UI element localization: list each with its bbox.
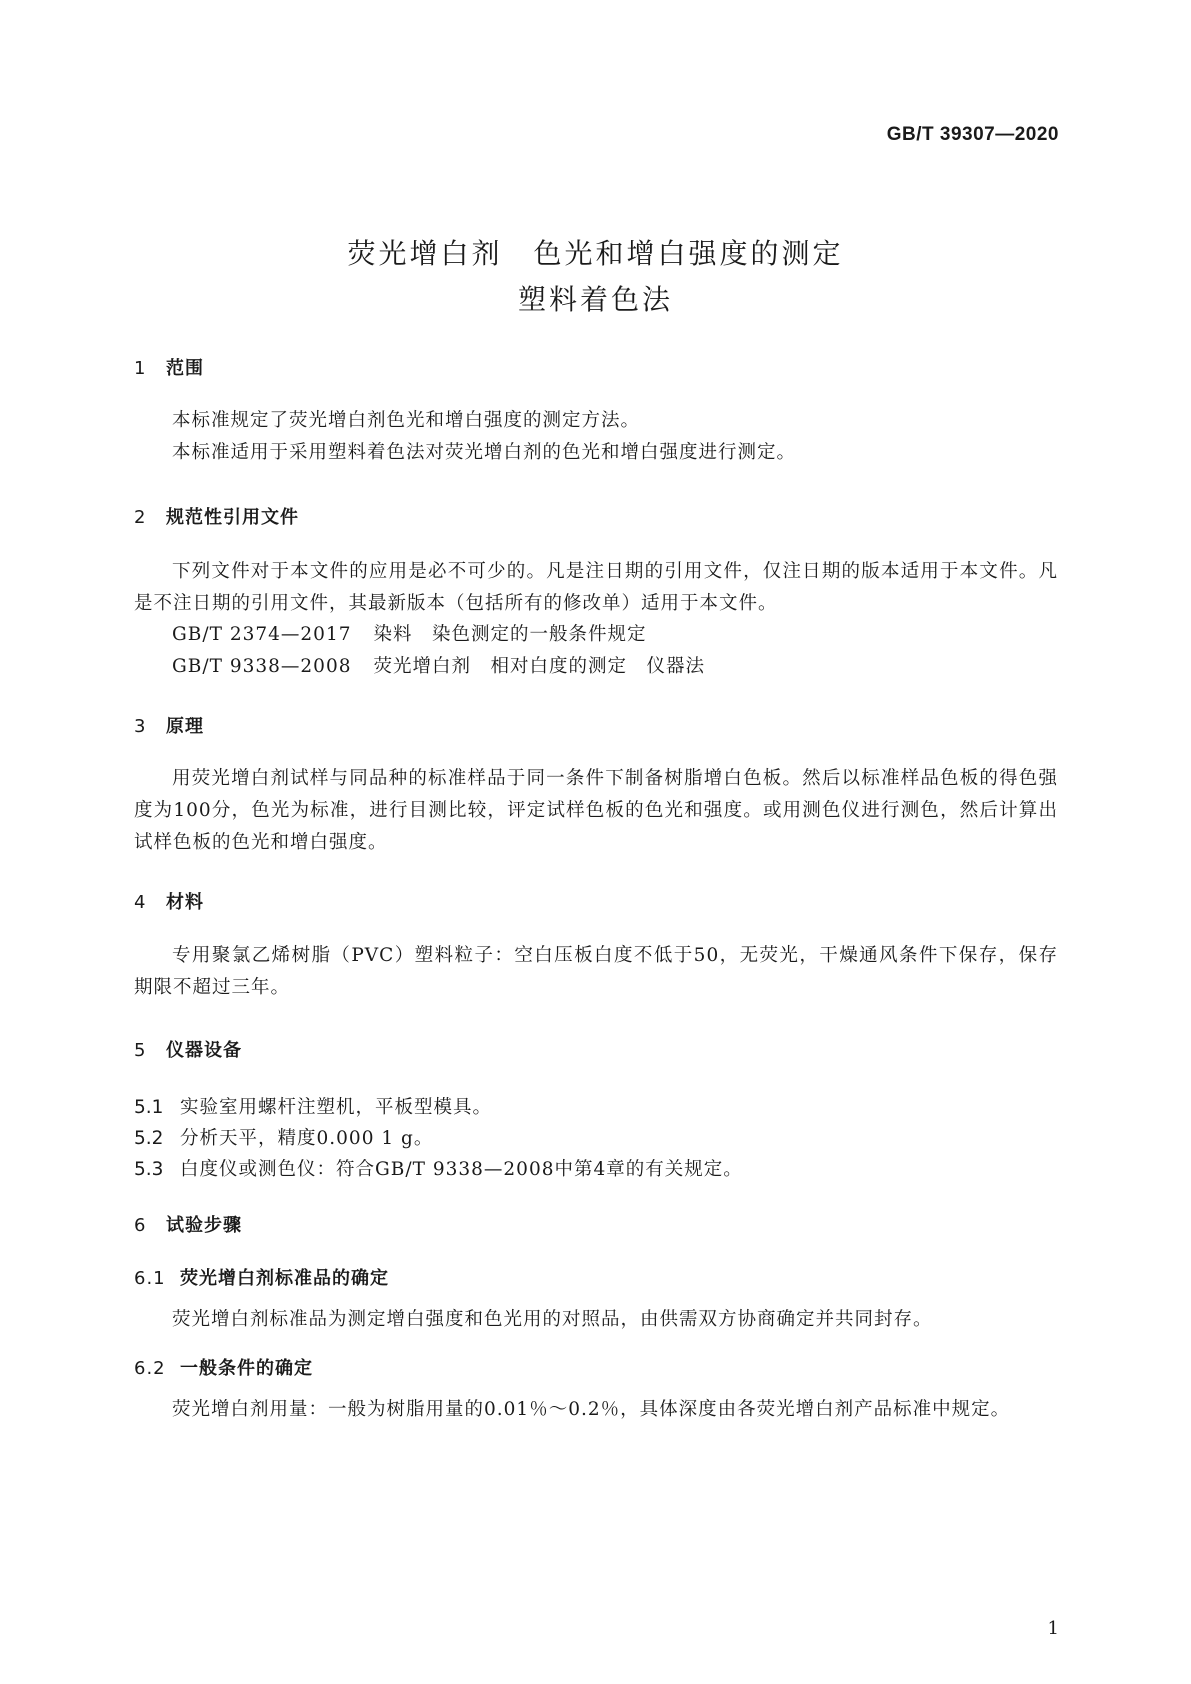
section-1-heading [134, 354, 204, 380]
subsection-number: 6.2 [134, 1358, 166, 1379]
section-title: 试验步骤 [166, 1215, 242, 1236]
section-number: 4 [134, 892, 147, 913]
reference-code: GB/T 9338—2008 [172, 656, 352, 677]
normative-reference [172, 620, 669, 646]
reference-title: 荧光增白剂 相对白度的测定 仪器法 [373, 656, 706, 677]
section-title: 原理 [166, 716, 204, 737]
clause-text: 白度仪或测色仪：符合GB/T 9338—2008中第4章的有关规定。 [180, 1159, 743, 1180]
clause-number: 5.2 [134, 1128, 164, 1149]
clause-number: 5.3 [134, 1159, 164, 1180]
section-title: 仪器设备 [166, 1040, 242, 1061]
subsection-6-1-para: 荧光增白剂标准品为测定增白强度和色光用的对照品，由供需双方协商确定并共同封存。 [172, 1309, 933, 1330]
reference-title: 染料 染色测定的一般条件规定 [373, 624, 647, 645]
section-number: 2 [134, 507, 147, 528]
subsection-number: 6.1 [134, 1268, 166, 1289]
section-title: 材料 [166, 892, 204, 913]
section-4-heading [134, 888, 204, 914]
document-title-line2: 塑料着色法 [517, 283, 673, 316]
clause-text: 分析天平，精度0.000 1 g。 [180, 1128, 434, 1149]
section-5-heading [134, 1036, 242, 1062]
reference-code: GB/T 2374—2017 [172, 624, 352, 645]
document-title-line1: 荧光增白剂 色光和增白强度的测定 [347, 237, 844, 270]
normative-reference [172, 652, 727, 678]
section-2-heading [134, 503, 299, 529]
subsection-6-2-para: 荧光增白剂用量：一般为树脂用量的0.01％～0.2％，具体深度由各荧光增白剂产品标准中规定。 [172, 1399, 1011, 1420]
subsection-6-2-heading [134, 1354, 313, 1380]
section-2-para-1: 下列文件对于本文件的应用是必不可少的。凡是注日期的引用文件，仅注日期的版本适用于本文件。凡是不注日期的引用文件，其最新版本（包括所有的修改单）适用于本文件。 [134, 561, 1058, 614]
section-number: 1 [134, 358, 147, 379]
standard-code: GB/T 39307—2020 [886, 124, 1059, 145]
apparatus-item [134, 1155, 743, 1181]
apparatus-item [134, 1124, 433, 1150]
section-number: 3 [134, 716, 147, 737]
section-4-para-1: 专用聚氯乙烯树脂（PVC）塑料粒子：空白压板白度不低于50，无荧光，干燥通风条件下保存，保存期限不超过三年。 [134, 945, 1058, 998]
subsection-title: 一般条件的确定 [180, 1358, 313, 1379]
clause-number: 5.1 [134, 1097, 164, 1118]
section-title: 范围 [166, 358, 204, 379]
section-3-heading [134, 712, 204, 738]
section-title: 规范性引用文件 [166, 507, 299, 528]
section-6-heading [134, 1211, 242, 1237]
section-1-para-2: 本标准适用于采用塑料着色法对荧光增白剂的色光和增白强度进行测定。 [172, 442, 797, 463]
section-1-para-1: 本标准规定了荧光增白剂色光和增白强度的测定方法。 [172, 410, 641, 431]
subsection-title: 荧光增白剂标准品的确定 [180, 1268, 389, 1289]
apparatus-item [134, 1093, 492, 1119]
section-3-para-1: 用荧光增白剂试样与同品种的标准样品于同一条件下制备树脂增白色板。然后以标准样品色板的得色强度为100分，色光为标准，进行目测比较，评定试样色板的色光和强度。或用测色仪进行测色，然后计算出试样色板的色光和增白强度。 [134, 768, 1058, 853]
subsection-6-1-heading [134, 1264, 389, 1290]
page-number: 1 [1047, 1618, 1059, 1639]
section-number: 5 [134, 1040, 147, 1061]
clause-text: 实验室用螺杆注塑机，平板型模具。 [180, 1097, 493, 1118]
section-number: 6 [134, 1215, 147, 1236]
